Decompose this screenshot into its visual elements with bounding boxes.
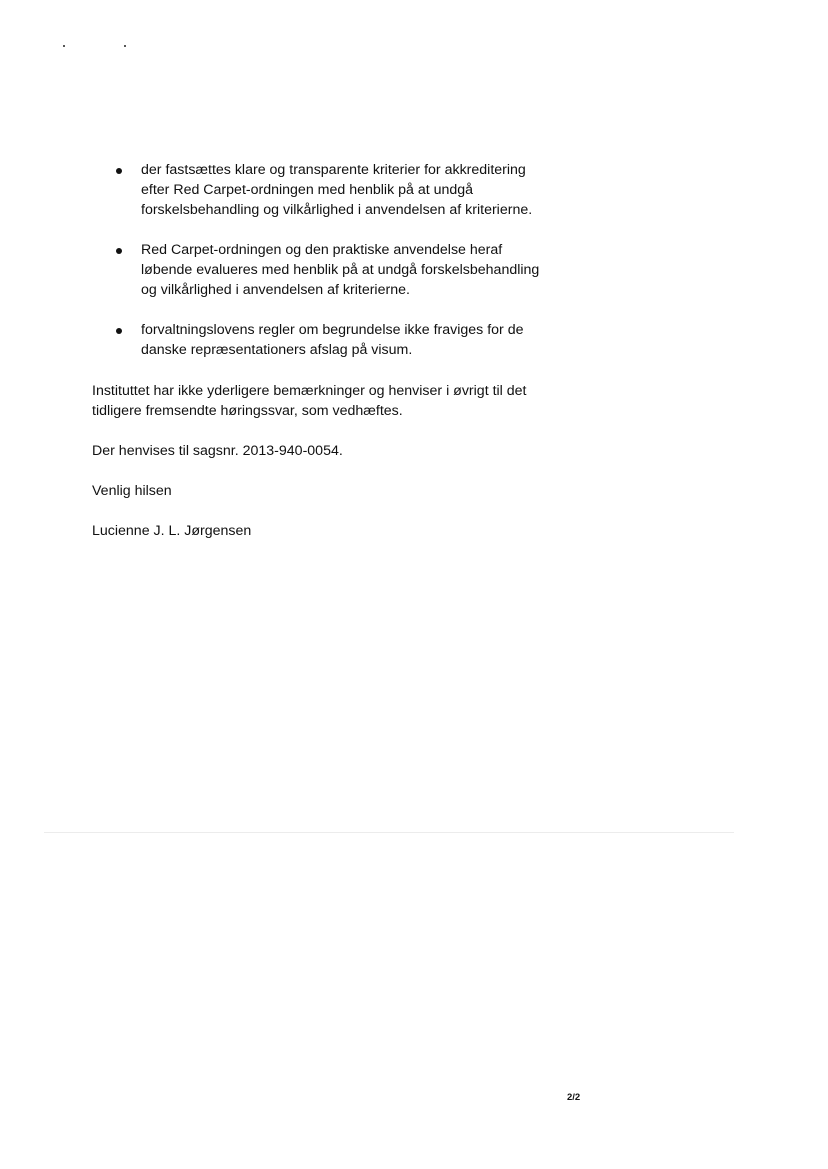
bullet-line: der fastsættes klare og transparente kriterier for akkreditering: [141, 162, 526, 178]
closing-paragraph: [92, 381, 572, 421]
bullet-line: forvaltningslovens regler om begrundelse ikke fraviges for de: [141, 322, 524, 338]
corner-dot: [124, 45, 126, 47]
bullet-marker: [116, 168, 122, 174]
paragraph-line: tidligere fremsendte høringssvar, som vedhæftes.: [92, 403, 403, 419]
greeting: Venlig hilsen: [92, 483, 172, 499]
bullet-marker: [116, 328, 122, 334]
bullet-line: Red Carpet-ordningen og den praktiske anvendelse heraf: [141, 242, 503, 258]
case-reference: Der henvises til sagsnr. 2013-940-0054.: [92, 443, 343, 459]
page-number: 2/2: [567, 1092, 581, 1103]
bullet-list: [114, 160, 574, 380]
bullet-line: danske repræsentationers afslag på visum.: [141, 342, 413, 358]
bullet-item: [114, 160, 574, 220]
signature-name: Lucienne J. L. Jørgensen: [92, 523, 252, 539]
bullet-marker: [116, 248, 122, 254]
bullet-line: løbende evalueres med henblik på at undgå forskelsbehandling: [141, 262, 540, 278]
bullet-item: [114, 240, 574, 300]
corner-dot: [63, 45, 65, 47]
paragraph-line: Instituttet har ikke yderligere bemærkninger og henviser i øvrigt til det: [92, 383, 527, 399]
page-divider: [44, 832, 734, 833]
bullet-line: forskelsbehandling og vilkårlighed i anvendelsen af kriterierne.: [141, 202, 533, 218]
bullet-line: og vilkårlighed i anvendelsen af kriterierne.: [141, 282, 410, 298]
bullet-line: efter Red Carpet-ordningen med henblik på at undgå: [141, 182, 474, 198]
bullet-item: [114, 320, 574, 360]
